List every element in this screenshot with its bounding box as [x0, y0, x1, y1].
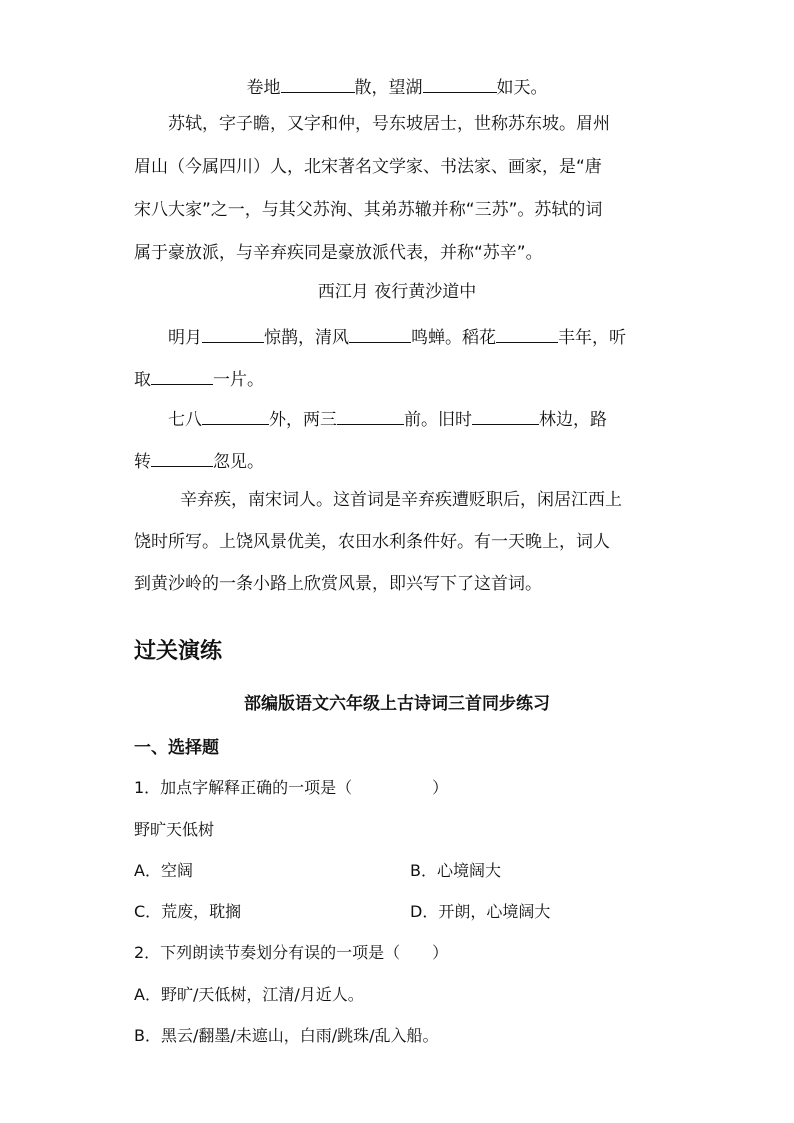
- q1-option-a: A．空阔: [134, 861, 193, 880]
- fill-blank: [423, 72, 497, 93]
- poem2-text: 林边，路: [539, 410, 607, 430]
- poem2-text: 前。旧时: [404, 410, 472, 430]
- fill-blank: [496, 322, 558, 343]
- poem2-text: 惊鹊，清风: [264, 328, 349, 348]
- fill-blank: [281, 72, 355, 93]
- poem1-text-a: 卷地: [246, 78, 281, 98]
- poem2-row-2: [134, 364, 264, 392]
- fill-blank: [151, 446, 213, 467]
- poem2-text: 丰年，听: [558, 328, 626, 348]
- fill-blank: [202, 322, 264, 343]
- fill-blank: [337, 404, 404, 425]
- bio2-line-3: 到黄沙岭的一条小路上欣赏风景，即兴写下了这首词。: [134, 574, 542, 594]
- poem2-title: 西江月 夜行黄沙道中: [317, 282, 477, 302]
- fill-blank: [151, 364, 213, 385]
- poem2-text: 取: [134, 370, 151, 390]
- bio2-line-2: 饶时所写。上饶风景优美，农田水利条件好。有一天晚上，词人: [134, 532, 610, 552]
- question-1-phrase: 野旷天低树: [134, 820, 215, 839]
- q2-option-b: B．黑云/翻墨/未遮山，白雨/跳珠/乱入船。: [134, 1026, 439, 1045]
- poem2-text: 明月: [168, 328, 202, 348]
- poem2-row-3: [168, 404, 607, 432]
- bio1-line-4: 属于豪放派，与辛弃疾同是豪放派代表，并称“苏辛”。: [134, 243, 543, 263]
- q1-option-d: D．开朗，心境阔大: [410, 902, 551, 921]
- poem2-row-4: [134, 446, 264, 474]
- poem2-text: 鸣蝉。稻花: [411, 328, 496, 348]
- poem1-line: [0, 72, 794, 100]
- q1-option-c: C．荒废，耽搁: [134, 902, 242, 921]
- practice-heading: 过关演练: [134, 639, 223, 664]
- bio1-line-3: 宋八大家”之一，与其父苏洵、其弟苏辙并称“三苏”。苏轼的词: [134, 200, 603, 220]
- section-heading: 一、选择题: [134, 738, 219, 758]
- q1-option-b: B．心境阔大: [410, 861, 501, 880]
- question-1: 1．加点字解释正确的一项是（ ）: [134, 778, 449, 797]
- poem2-row-1: [168, 322, 626, 350]
- bio1-line-2: 眉山（今属四川）人，北宋著名文学家、书法家、画家，是“唐: [134, 157, 602, 177]
- q2-option-a: A．野旷/天低树，江清/月近人。: [134, 985, 364, 1004]
- question-2: 2．下列朗读节奏划分有误的一项是（ ）: [134, 943, 449, 962]
- exercise-title: 部编版语文六年级上古诗词三首同步练习: [244, 694, 550, 714]
- poem2-text: 忽见。: [213, 452, 264, 472]
- poem2-text: 转: [134, 452, 151, 472]
- poem2-text: 七八: [168, 410, 202, 430]
- fill-blank: [202, 404, 269, 425]
- poem1-text-c: 如天。: [496, 78, 548, 98]
- poem2-text: 外，两三: [269, 410, 337, 430]
- fill-blank: [349, 322, 411, 343]
- poem2-text: 一片。: [213, 370, 264, 390]
- bio2-line-1: 辛弃疾，南宋词人。这首词是辛弃疾遭贬职后，闲居江西上: [180, 490, 622, 510]
- fill-blank: [472, 404, 539, 425]
- poem1-text-b: 散，望湖: [354, 78, 423, 98]
- bio1-line-1: 苏轼，字子瞻，又字和仲，号东坡居士，世称苏东坡。眉州: [168, 114, 610, 134]
